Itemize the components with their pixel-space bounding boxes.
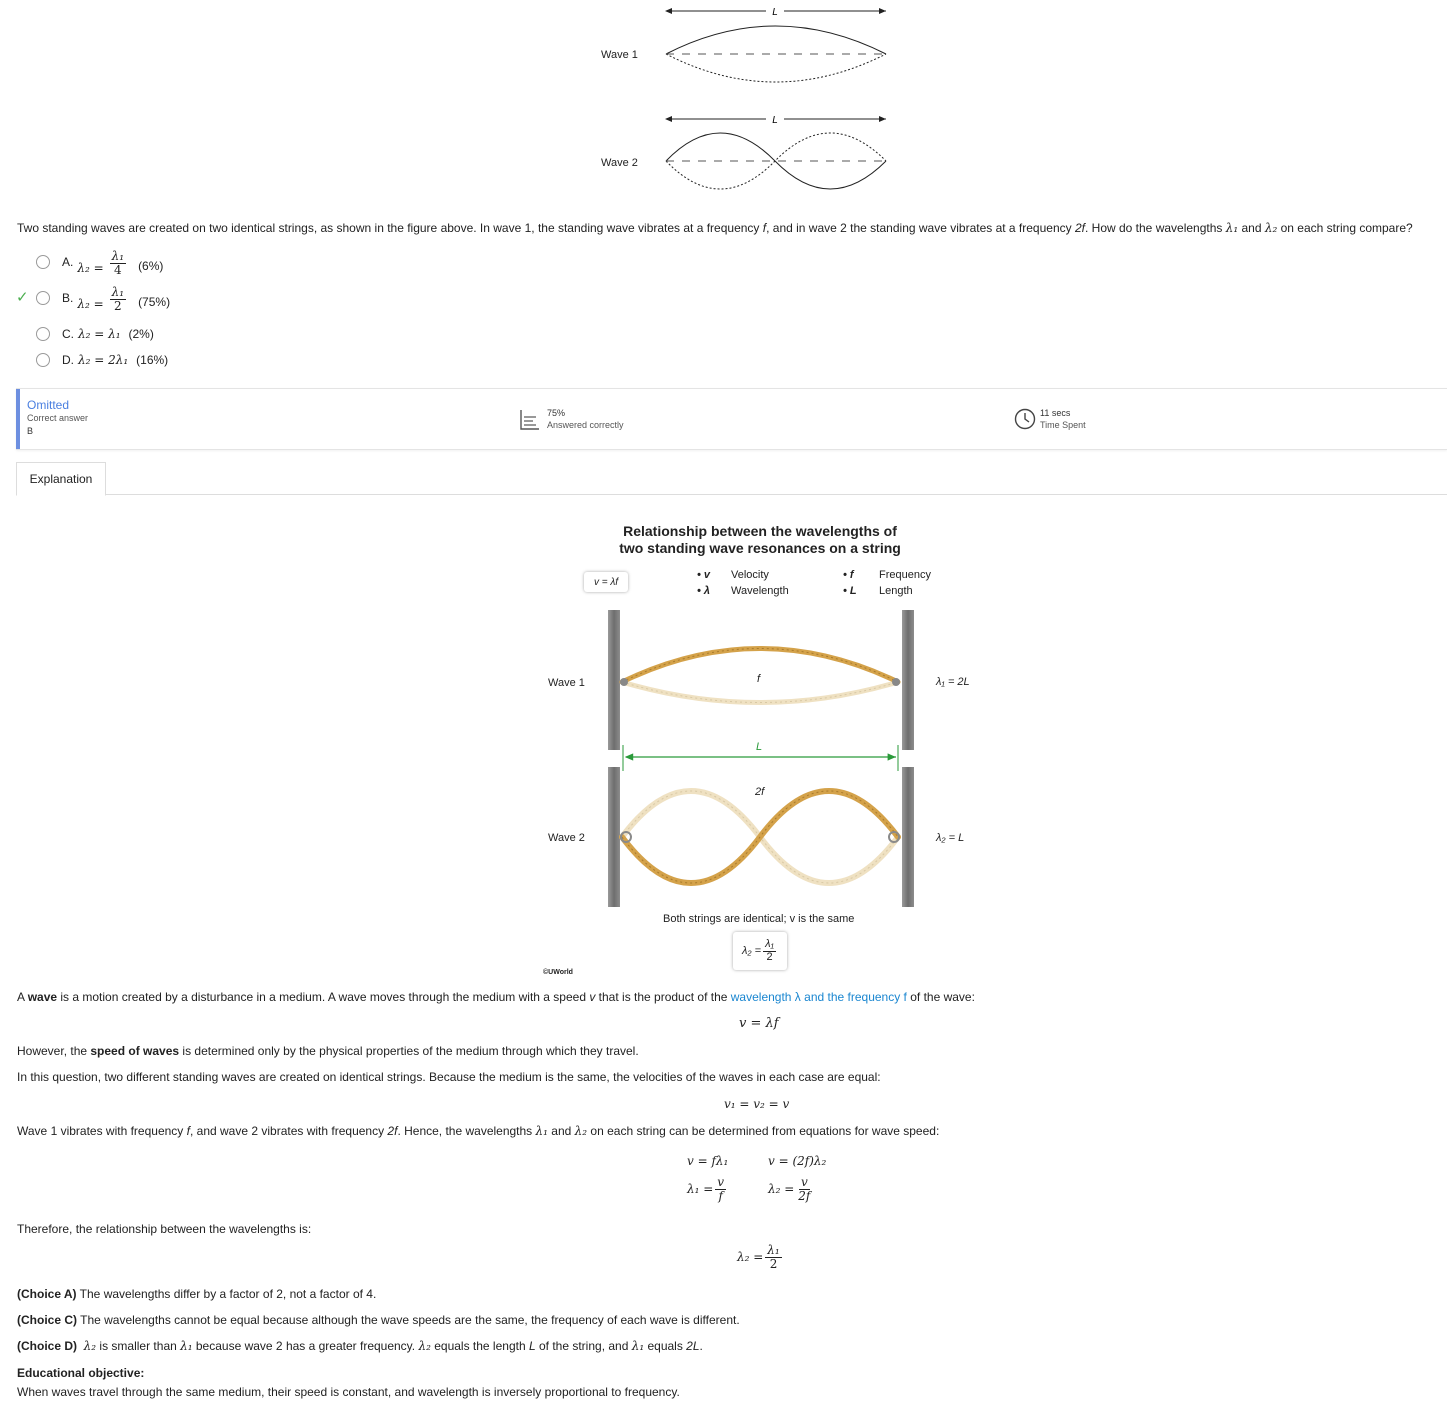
explanation-p1: A wave is a motion created by a disturbance in a medium. A wave moves through the medium with a speed v that is the product of the wavelength λ and the frequency f of the wave:: [17, 990, 975, 1004]
fig-wave2-label: Wave 2: [548, 832, 585, 844]
fig-caption: Both strings are identical; v is the same: [663, 913, 855, 925]
equation-1: v = λf: [739, 1016, 779, 1031]
tab-divider: [16, 494, 1447, 495]
choice-d-explanation: (Choice D) λ₂ is smaller than λ₁ because wave 2 has a greater frequency. λ₂ equals the length L of the string, and λ₁ equals 2L.: [17, 1339, 703, 1353]
legend-left: • v Velocity • λ Wavelength: [697, 569, 789, 597]
radio-d[interactable]: [36, 353, 50, 367]
wave-diagram: [660, 0, 900, 200]
time-spent-label: Time Spent: [1040, 420, 1086, 430]
equation-4a: λ₁ = $\frac{v}{f}$: [687, 1175, 725, 1203]
choice-c-percent: (2%): [128, 327, 154, 341]
explanation-p5: Therefore, the relationship between the wavelengths is:: [17, 1222, 312, 1236]
question-stem: Two standing waves are created on two identical strings, as shown in the figure above. In wave 1, the standing wave vibrates at a frequency f, and in wave 2 the standing wave vibrates at a frequency 2f. How do the wavelengths λ₁ and λ₂ on each string compare?: [17, 221, 1413, 235]
radio-a[interactable]: [36, 255, 50, 269]
fig-result-box: λ₂ = $\frac{\text{λ₁}}{2}$: [733, 932, 787, 970]
objective-text: When waves travel through the same medium, their speed is constant, and wavelength is inversely proportional to frequency.: [17, 1385, 680, 1399]
radio-b[interactable]: [36, 291, 50, 305]
pole-left-1: [608, 610, 620, 750]
choice-a-explanation: (Choice A) The wavelengths differ by a factor of 2, not a factor of 4.: [17, 1287, 377, 1301]
equation-3a: v = fλ₁: [687, 1154, 729, 1168]
equation-3b: v = (2f)λ₂: [768, 1154, 827, 1168]
explanation-p4: Wave 1 vibrates with frequency f, and wave 2 vibrates with frequency 2f. Hence, the wavelengths λ₁ and λ₂ on each string can be determined from equations for wave speed:: [17, 1124, 940, 1138]
percent-correct: 75%: [547, 408, 566, 418]
choice-a-percent: (6%): [138, 259, 164, 274]
svg-text:L: L: [772, 115, 778, 126]
objective-title: Educational objective:: [17, 1366, 145, 1380]
equation-5: λ₂ = $\frac{\text{λ₁}}{2}$: [737, 1243, 780, 1271]
radio-c[interactable]: [36, 327, 50, 341]
explanation-p2: However, the speed of waves is determined only by the physical properties of the medium through which they travel.: [17, 1044, 639, 1058]
tab-explanation[interactable]: Explanation: [16, 462, 106, 496]
fig-2f-label: 2f: [755, 786, 765, 798]
pole-right-2: [902, 767, 914, 907]
formula-box: v = λf: [584, 572, 628, 592]
legend-right: • f Frequency • L Length: [843, 569, 931, 597]
stats-chart-icon: [519, 409, 541, 431]
correct-answer-label: Correct answer: [27, 413, 89, 423]
correct-check-icon: ✓: [16, 289, 29, 306]
choice-b-percent: (75%): [138, 295, 171, 310]
equation-4b: λ₂ = $\frac{v}{2f}$: [768, 1175, 811, 1203]
choice-d-percent: (16%): [136, 353, 169, 367]
correct-answer-value: B: [27, 426, 34, 436]
rope-w1-lower: [622, 682, 898, 703]
fig-f-label: f: [757, 673, 761, 685]
choice-c-explanation: (Choice C) The wavelengths cannot be equal because although the wave speeds are the same, the frequency of each wave is different.: [17, 1313, 740, 1327]
fig-lambda1-eq: λ₁ = 2L: [936, 676, 970, 688]
copyright: ©UWorld: [543, 969, 573, 976]
clock-icon: [1014, 408, 1036, 430]
fig-L-label: L: [756, 741, 763, 753]
figure-title: Relationship between the wavelengths of two standing wave resonances on a string: [619, 523, 901, 556]
status-accent-bar: [16, 389, 20, 449]
pole-left-2: [608, 767, 620, 907]
stats-bar: [16, 388, 1447, 450]
pole-right-1: [902, 610, 914, 750]
rope-illustration: [600, 605, 920, 915]
time-spent: 11 secs: [1040, 408, 1071, 418]
explanation-p3: In this question, two different standing waves are created on identical strings. Because the medium is the same, the velocities of the waves in each case are equal:: [17, 1070, 881, 1084]
fig-lambda2-eq: λ₂ = L: [936, 832, 965, 844]
status-omitted: Omitted: [27, 398, 70, 412]
equation-2: v₁ = v₂ = v: [724, 1097, 790, 1111]
wave2-label: Wave 2: [601, 157, 638, 169]
length-label: L: [772, 7, 778, 18]
percent-correct-label: Answered correctly: [547, 420, 624, 430]
wave1-label: Wave 1: [601, 49, 638, 61]
wavelength-frequency-link[interactable]: wavelength λ and the frequency f: [730, 990, 907, 1004]
fig-wave1-label: Wave 1: [548, 677, 585, 689]
